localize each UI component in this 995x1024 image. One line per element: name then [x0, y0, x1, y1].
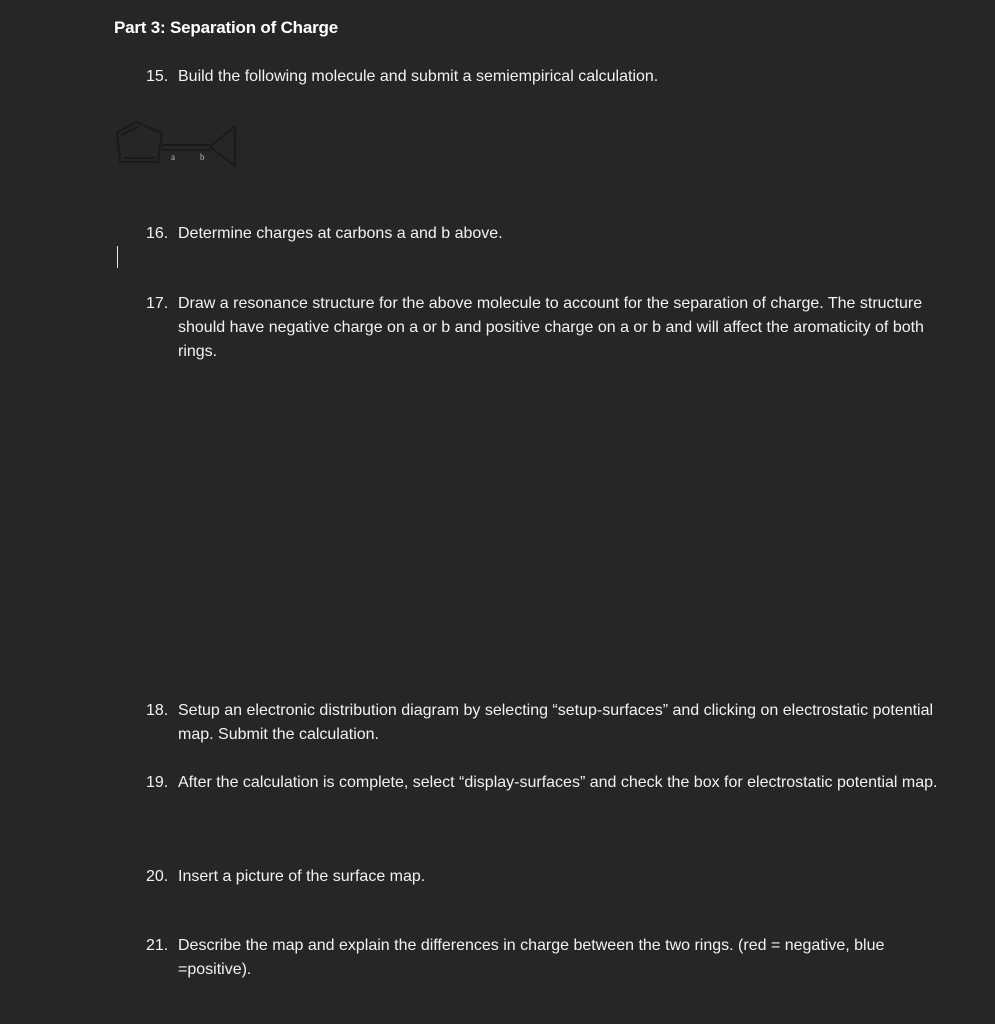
section-heading: Part 3: Separation of Charge [114, 18, 338, 37]
question-number: 19. [146, 774, 169, 791]
question-21 [146, 934, 956, 982]
question-text: After the calculation is complete, select “display-surfaces” and check the box for electrostatic potential map. [178, 774, 938, 791]
question-text: Draw a resonance structure for the above molecule to account for the separation of charge. The structure should have negative charge on a or b and positive charge on a or b and will affect the aromaticity of both rings. [178, 295, 924, 360]
carbon-label-a: a [171, 152, 175, 162]
molecule-structure-diagram [112, 118, 244, 174]
question-number: 21. [146, 937, 169, 954]
question-number: 16. [146, 225, 169, 242]
cyclopropane-ring [210, 126, 235, 166]
question-text: Describe the map and explain the differences in charge between the two rings. (red = negative, blue =positive). [178, 937, 885, 978]
question-number: 15. [146, 68, 169, 85]
question-20 [146, 865, 956, 889]
question-17 [146, 292, 956, 364]
text-cursor [117, 246, 118, 268]
question-16 [146, 222, 956, 246]
question-text: Setup an electronic distribution diagram by selecting “setup-surfaces” and clicking on electrostatic potential map. Submit the calculation. [178, 702, 934, 743]
question-number: 17. [146, 295, 169, 312]
carbon-label-b: b [200, 152, 205, 162]
question-number: 18. [146, 702, 169, 719]
cyclopentadiene-ring [117, 122, 162, 162]
question-19 [146, 771, 956, 795]
question-text: Insert a picture of the surface map. [178, 868, 426, 885]
exocyclic-double-bond [162, 145, 210, 150]
question-15 [146, 65, 956, 89]
question-18 [146, 699, 956, 747]
question-number: 20. [146, 868, 169, 885]
question-text: Determine charges at carbons a and b above. [178, 225, 503, 242]
question-text: Build the following molecule and submit a semiempirical calculation. [178, 68, 659, 85]
